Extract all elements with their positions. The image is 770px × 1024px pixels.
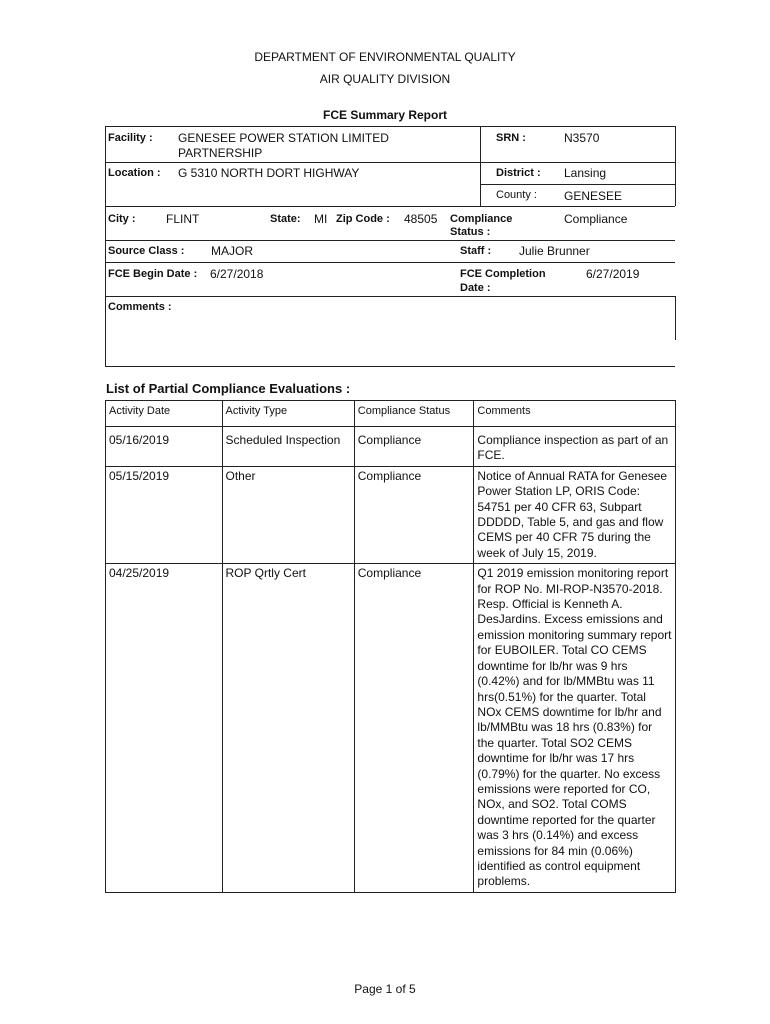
compliance-label-line1: Compliance	[450, 213, 513, 225]
compliance-status: Compliance	[354, 466, 474, 563]
compliance-label-line2: Status :	[450, 226, 491, 238]
col-comments: Comments	[474, 401, 676, 427]
district-label: District :	[496, 167, 541, 179]
activity-comments: Q1 2019 emission monitoring report for ROP No. MI-ROP-N3570-2018. Resp. Official is Kenneth A. DesJardins. Excess emissions and emission monitoring summary report for EUBOILER. Total CO CEMS downtime for lb/hr was 9 hrs (0.42%) and for lb/MMBtu was 11 hrs(0.51%) for the quarter. Total NOx CEMS downtime for lb/hr and lb/MMBtu was 18 hrs (0.83%) for the quarter. Total SO2 CEMS downtime for lb/hr was 17 hrs (0.79%) for the quarter. No excess emissions were reported for CO, NOx, and SO2. Total COMS downtime reported for the quarter was 3 hrs (0.14%) and excess emissions for 84 min (0.06%) identified as control equipment problems.	[474, 564, 676, 893]
fce-begin-label: FCE Begin Date :	[108, 268, 198, 280]
activity-comments: Notice of Annual RATA for Genesee Power Station LP, ORIS Code: 54751 per 40 CFR 63, Subpart DDDDD, Table 5, and gas and flow CEMS per 40 CFR 75 during the week of July 15, 2019.	[474, 466, 676, 563]
zip-label: Zip Code :	[336, 213, 390, 225]
staff-label: Staff :	[460, 245, 492, 257]
source-class-value: MAJOR	[211, 244, 253, 258]
activity-date: 04/25/2019	[106, 564, 223, 893]
facility-name-line2: PARTNERSHIP	[178, 146, 263, 160]
facility-label: Facility :	[108, 132, 153, 144]
table-row	[106, 427, 676, 467]
county-value: GENESEE	[564, 189, 623, 203]
activity-type: Other	[222, 466, 354, 563]
pce-section-title: List of Partial Compliance Evaluations :	[106, 381, 351, 396]
comments-label: Comments :	[108, 301, 172, 313]
county-label: County :	[496, 189, 537, 201]
division-name: AIR QUALITY DIVISION	[319, 72, 451, 86]
staff-value: Julie Brunner	[519, 244, 590, 258]
department-name: DEPARTMENT OF ENVIRONMENTAL QUALITY	[254, 50, 516, 64]
table-row	[106, 466, 676, 563]
fce-completion-label-line1: FCE Completion	[460, 268, 546, 280]
activity-date: 05/15/2019	[106, 466, 223, 563]
activity-type: Scheduled Inspection	[222, 427, 354, 467]
facility-name-line1: GENESEE POWER STATION LIMITED	[178, 131, 389, 145]
fce-begin-value: 6/27/2018	[210, 267, 264, 281]
source-class-label: Source Class :	[108, 245, 185, 257]
district-value: Lansing	[564, 166, 607, 180]
city-value: FLINT	[166, 212, 200, 226]
table-row	[106, 564, 676, 893]
state-label: State:	[270, 213, 301, 225]
location-value: G 5310 NORTH DORT HIGHWAY	[178, 166, 360, 180]
activity-date: 05/16/2019	[106, 427, 223, 467]
pce-header-row	[106, 401, 676, 427]
compliance-status: Compliance	[354, 427, 474, 467]
report-title: FCE Summary Report	[322, 108, 448, 122]
fce-completion-label-line2: Date :	[460, 282, 491, 294]
activity-type: ROP Qrtly Cert	[222, 564, 354, 893]
col-activity-type: Activity Type	[222, 401, 354, 427]
location-label: Location :	[108, 167, 161, 179]
srn-label: SRN :	[496, 132, 526, 144]
fce-completion-value: 6/27/2019	[586, 267, 640, 281]
col-compliance-status: Compliance Status	[354, 401, 474, 427]
zip-value: 48505	[404, 212, 438, 226]
pce-table	[105, 400, 676, 893]
state-value: MI	[314, 212, 328, 226]
col-activity-date: Activity Date	[106, 401, 223, 427]
activity-comments: Compliance inspection as part of an FCE.	[474, 427, 676, 467]
compliance-status: Compliance	[354, 564, 474, 893]
srn-value: N3570	[564, 131, 600, 145]
compliance-status-value: Compliance	[564, 212, 628, 226]
page-number: Page 1 of 5	[354, 982, 416, 996]
city-label: City :	[108, 213, 136, 225]
